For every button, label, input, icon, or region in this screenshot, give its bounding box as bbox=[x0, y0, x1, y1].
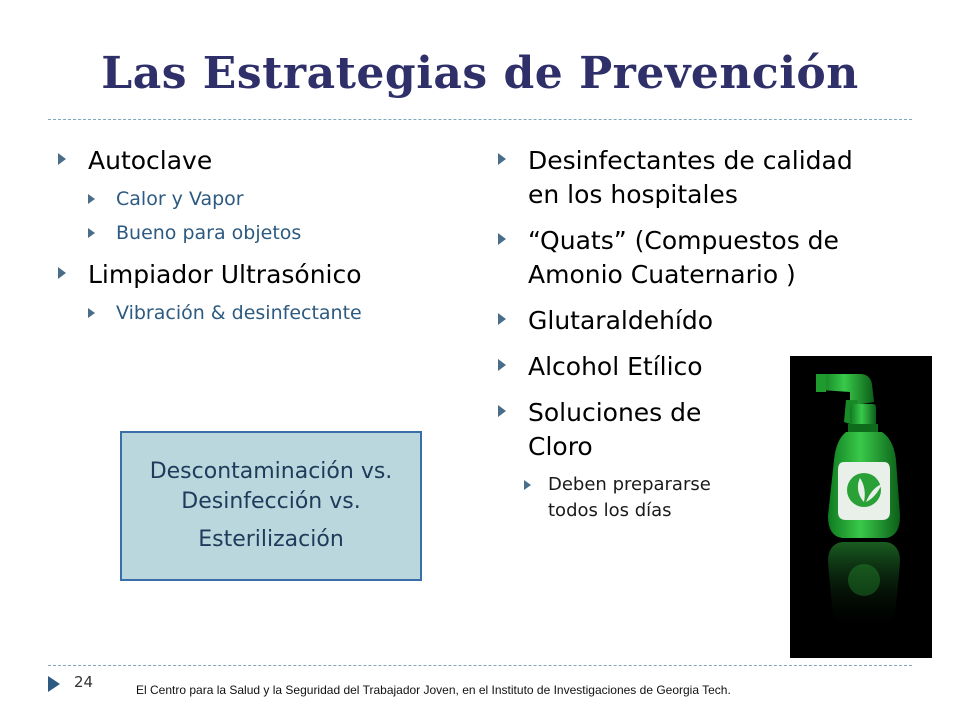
bullet-glutaraldehido bbox=[498, 304, 878, 338]
bullet-arrow-icon bbox=[498, 313, 506, 325]
footer-credit: El Centro para la Salud y la Seguridad del Trabajador Joven, en el Instituto de Investigaciones de Georgia Tech. bbox=[136, 683, 731, 697]
callout-line-1: Descontaminación vs. bbox=[149, 459, 393, 484]
sub-bullet-calor-vapor bbox=[88, 186, 448, 212]
bullet-arrow-icon bbox=[58, 267, 66, 279]
bullet-arrow-icon bbox=[88, 228, 95, 238]
sub-bullet-label: Bueno para objetos bbox=[116, 222, 302, 244]
bullet-label-line-1: Soluciones de bbox=[528, 398, 702, 427]
page-number: 24 bbox=[74, 673, 94, 691]
bullet-quats bbox=[498, 224, 878, 292]
bullet-arrow-icon bbox=[58, 153, 66, 165]
bullet-label-line-1: “Quats” (Compuestos de bbox=[528, 226, 839, 255]
bullet-desinfectantes bbox=[498, 144, 878, 212]
bullet-autoclave bbox=[58, 144, 448, 178]
sub-bullet-bueno-objetos bbox=[88, 220, 448, 246]
spray-bottle-icon bbox=[790, 356, 932, 658]
sub-bullet-label: Vibración & desinfectante bbox=[116, 302, 362, 324]
bullet-arrow-icon bbox=[498, 233, 506, 245]
spray-bottle-image bbox=[790, 356, 932, 658]
bullet-arrow-icon bbox=[88, 194, 95, 204]
callout-line-3: Esterilización bbox=[198, 527, 344, 552]
bullet-arrow-icon bbox=[88, 308, 95, 318]
slide-title: Las Estrategias de Prevención bbox=[101, 48, 859, 99]
bullet-label-line-2: Amonio Cuaternario ) bbox=[528, 260, 796, 289]
bullet-arrow-icon bbox=[524, 480, 531, 490]
footer-arrow-icon bbox=[48, 676, 60, 692]
sub-bullet-line-2: todos los días bbox=[548, 500, 672, 521]
bullet-arrow-icon bbox=[498, 153, 506, 165]
title-divider bbox=[48, 119, 912, 120]
callout-line-2: Desinfección vs. bbox=[181, 489, 361, 514]
sub-bullet-line-1: Deben prepararse bbox=[548, 474, 711, 495]
bullet-label-line-2: en los hospitales bbox=[528, 180, 738, 209]
bullet-label-line-2: Cloro bbox=[528, 432, 593, 461]
callout-box bbox=[120, 431, 422, 581]
bullet-label: Limpiador Ultrasónico bbox=[88, 260, 362, 289]
sub-bullet-vibracion bbox=[88, 300, 448, 326]
bullet-arrow-icon bbox=[498, 405, 506, 417]
bullet-label: Glutaraldehído bbox=[528, 306, 714, 335]
bullet-label-line-1: Desinfectantes de calidad bbox=[528, 146, 853, 175]
bullet-label: Alcohol Etílico bbox=[528, 352, 703, 381]
bullet-label: Autoclave bbox=[88, 146, 213, 175]
footer-divider bbox=[48, 665, 912, 666]
sub-bullet-label: Calor y Vapor bbox=[116, 188, 244, 210]
left-bullet-list bbox=[58, 136, 448, 326]
bullet-limpiador bbox=[58, 258, 448, 292]
bullet-arrow-icon bbox=[498, 359, 506, 371]
